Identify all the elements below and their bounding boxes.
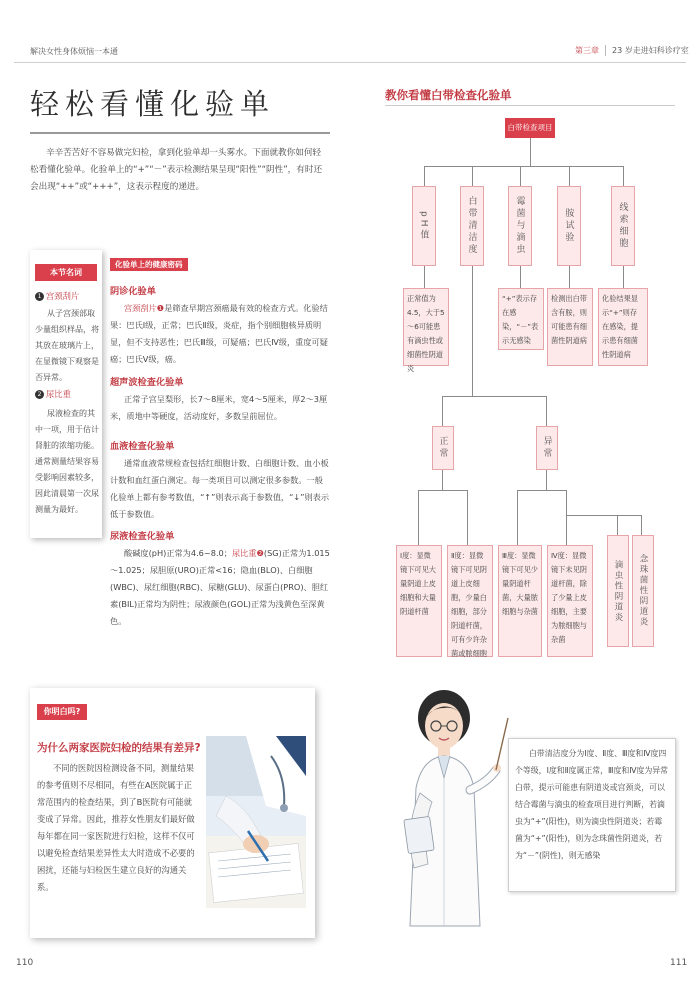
qa-title: 为什么两家医院妇检的结果有差异? xyxy=(37,742,201,754)
intro-paragraph: 辛辛苦苦好不容易做完妇检，拿到化验单却一头雾水。下面就教你如何轻松看懂化验单。化验单上的“+”“－”表示检测结果呈现“阳性”“阴性”，有时还会出现“++”或“+++”，这表示程度的递进。 xyxy=(30,148,323,192)
connector xyxy=(641,515,642,535)
connector xyxy=(424,166,425,186)
connector xyxy=(546,470,547,490)
connector xyxy=(520,166,521,186)
diagram-title: 教你看懂白带检查化验单 xyxy=(385,88,512,102)
terms-box xyxy=(30,250,102,538)
degree-1: Ⅰ度：显微镜下可见大量阴道上皮细胞和大量阴道杆菌 xyxy=(396,545,442,657)
connector xyxy=(520,266,521,288)
terms-heading: 本节名词 xyxy=(35,264,97,281)
number-badge-2: 2 xyxy=(35,390,44,399)
page-number-right: 111 xyxy=(670,958,688,968)
page-number-left: 110 xyxy=(16,958,34,968)
desc-clue-cells: 化验结果显示“+”则存在感染，提示患有细菌性阴道病 xyxy=(598,288,648,366)
nurse-illustration xyxy=(392,678,510,928)
root-node: 白带检查项目 xyxy=(505,118,555,138)
term-body-2: 尿液检查的其中一项，用于估计肾脏的浓缩功能。通常测量结果容易受影响因素较多，因此清晨第一次尿测量为最好。 xyxy=(35,409,99,514)
disease-candida: 念珠菌性阴道炎 xyxy=(632,535,654,647)
connector xyxy=(424,266,425,288)
qa-text: 不同的医院因检测设备不同，测量结果的参考值则不尽相同，有些在A医院属于正常范围内的检查结果，到了B医院有可能就变成了异常。因此，推荐女性朋友们最好做每年都在同一家医院进行妇检，这样不仅可以避免检查结果差异性太大时造成不必要的困扰，还能与妇检医生建立良好的沟通关系。 xyxy=(37,763,195,892)
subsection-title-1: 阴诊化验单 xyxy=(110,286,156,297)
connector xyxy=(569,266,570,288)
subsection-title-3: 血液检查化验单 xyxy=(110,441,175,452)
qa-box xyxy=(30,688,315,938)
chapter-label: 第三章 xyxy=(575,45,606,56)
branch-ph: pH值 xyxy=(412,186,436,266)
branch-clue-cells: 线索细胞 xyxy=(611,186,635,266)
highlight-term-2: 尿比重 xyxy=(231,548,257,558)
node-normal: 正常 xyxy=(432,426,454,470)
branch-amine-test: 胺试验 xyxy=(557,186,581,266)
running-header-title: 解决女性身体烦恼一本通 xyxy=(30,47,118,56)
term-body-1: 从子宫颈部取少量组织样品，将其放在玻璃片上，在显微镜下观察是否异常。 xyxy=(35,309,99,382)
subsection-title-2: 超声波检查化验单 xyxy=(110,377,184,388)
header-rule xyxy=(14,62,686,63)
desc-ph: 正常值为4.5，大于5～6可能患有滴虫性或细菌性阴道炎 xyxy=(403,288,449,366)
connector xyxy=(566,515,642,516)
disease-trichomonas: 滴虫性阴道炎 xyxy=(607,535,629,647)
node-abnormal: 异常 xyxy=(536,426,558,470)
connector xyxy=(442,470,443,490)
branch-cleanliness: 白带清洁度 xyxy=(460,186,484,266)
branch-fungus-trichomonas: 霉菌与滴虫 xyxy=(508,186,532,266)
connector xyxy=(569,166,570,186)
title-underline xyxy=(30,132,330,134)
number-badge-1: 1 xyxy=(35,292,44,301)
connector xyxy=(546,396,547,426)
connector xyxy=(530,138,531,166)
degree-2: Ⅱ度：显微镜下可见阴道上皮细胞，少量白细胞，部分阴道杆菌，可有少许杂菌或脓细胞 xyxy=(447,545,493,657)
section-label: 23 岁走进妇科诊疗室 xyxy=(612,46,689,55)
paragraph-4: 酸碱度(pH)正常为4.6~8.0；尿比重❷(SG)正常为1.015～1.025；尿胆原(URO)正常<16；隐血(BLO)、白细胞(WBC)、尿红细胞(RBC)、尿糖(GLU)、尿蛋白(PRO)、胆红素(BIL)正常均为阴性；尿液颜色(GOL)正常为浅黄色至深黄色。 xyxy=(110,548,330,626)
connector xyxy=(472,166,473,186)
connector xyxy=(418,490,419,545)
connector xyxy=(623,266,624,288)
connector xyxy=(517,490,567,491)
connector xyxy=(418,490,468,491)
paragraph-3: 通常血液常规检查包括红细胞计数、白细胞计数、血小板计数和血红蛋白测定。每一类项目可以测定很多参数。一般化验单上都有参考数值，“↑”则表示高于参数值，“↓”则表示低于参数值。 xyxy=(110,458,330,519)
degree-4: Ⅳ度：显微镜下未见阴道杆菌，除了少量上皮细胞，主要为脓细胞与杂菌 xyxy=(547,545,593,657)
diagram-title-rule xyxy=(385,105,675,106)
term-title-1: 1 宫颈刮片 xyxy=(35,290,79,302)
term-title-2: 2 尿比重 xyxy=(35,388,71,400)
connector xyxy=(442,396,547,397)
connector xyxy=(517,490,518,545)
connector xyxy=(424,166,624,167)
speech-box xyxy=(508,738,676,892)
speech-text: 白带清洁度分为Ⅰ度、Ⅱ度、Ⅲ度和Ⅳ度四个等级，Ⅰ度和Ⅱ度属正常，Ⅲ度和Ⅳ度为异常白带，提示可能患有阴道炎或宫颈炎，可以结合霉菌与滴虫的检查项目进行判断，若滴虫为“+”(阳性)，则为滴虫性阴道炎；若霉菌为“+”(阳性)，则为念珠菌性阴道炎，若为“－”(阴性)，则无感染 xyxy=(515,749,669,860)
connector xyxy=(467,490,468,545)
connector xyxy=(566,490,567,545)
section-badge: 化验单上的健康密码 xyxy=(110,258,188,271)
doctor-writing-photo xyxy=(206,736,306,908)
desc-fungus-trichomonas: “+”表示存在感染，“－”表示无感染 xyxy=(498,288,544,350)
highlight-term: 宫颈刮片 xyxy=(124,303,157,313)
page-title: 轻松看懂化验单 xyxy=(30,87,276,121)
qa-heading: 你明白吗? xyxy=(37,704,87,720)
connector xyxy=(442,396,443,426)
connector xyxy=(472,266,473,396)
desc-amine-test: 检测出白带含有胺，则可能患有细菌性阴道病 xyxy=(547,288,593,366)
paragraph-1: 宫颈刮片❶是筛查早期宫颈癌最有效的检查方式。化验结果：巴氏Ⅰ级，正常；巴氏Ⅱ级，炎症，指个别细胞核异质明显，但不支持恶性；巴氏Ⅲ级，可疑癌；巴氏Ⅳ级，重度可疑癌；巴氏Ⅴ级，癌。 xyxy=(110,303,328,364)
connector xyxy=(623,166,624,186)
paragraph-2: 正常子宫呈梨形，长7～8厘米，宽4～5厘米，厚2～3厘米，质地中等硬度，活动度好，多数呈前屈位。 xyxy=(110,394,328,421)
degree-3: Ⅲ度：显微镜下可见少量阴道杆菌，大量脓细胞与杂菌 xyxy=(498,545,542,657)
connector xyxy=(617,515,618,535)
subsection-title-4: 尿液检查化验单 xyxy=(110,531,175,542)
